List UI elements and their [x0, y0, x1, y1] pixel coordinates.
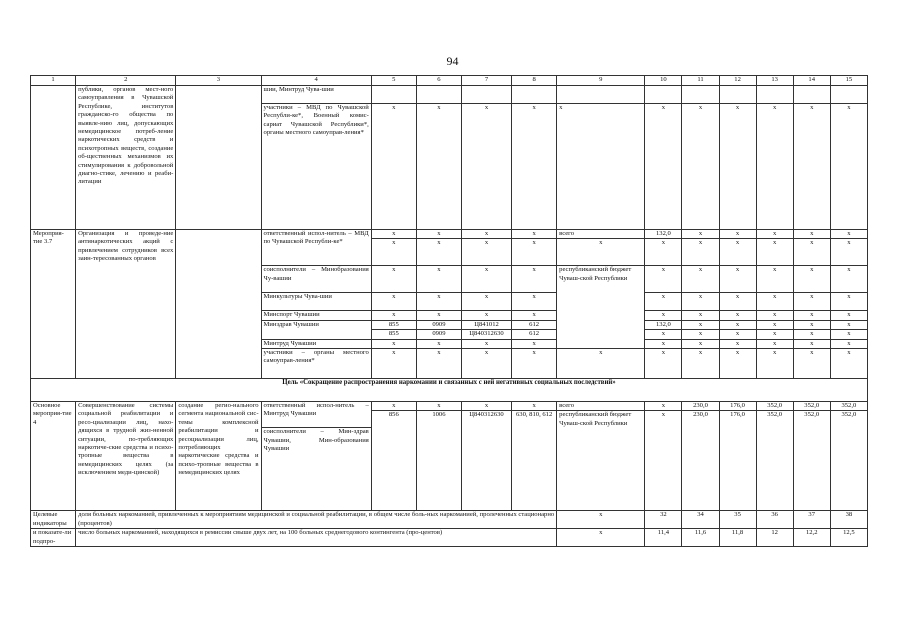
- value-cell: Ц840312630: [461, 411, 511, 511]
- value-cell: х: [793, 266, 830, 293]
- value-cell: х: [512, 311, 557, 320]
- value-cell: х: [512, 230, 557, 239]
- value-cell: х: [557, 529, 645, 547]
- value-cell: х: [682, 239, 719, 266]
- value-cell: 1006: [416, 411, 461, 511]
- value-cell: х: [719, 311, 756, 320]
- table-row: [31, 86, 868, 104]
- value-cell: х: [557, 104, 645, 230]
- value-cell: х: [756, 349, 793, 379]
- value-cell: х: [719, 266, 756, 293]
- col-header: 12: [719, 76, 756, 86]
- value-cell: х: [830, 266, 867, 293]
- value-cell: х: [371, 239, 416, 266]
- value-cell: х: [756, 320, 793, 329]
- value-cell: х: [416, 104, 461, 230]
- value-cell: 132,0: [645, 230, 682, 239]
- value-cell: х: [645, 104, 682, 230]
- value-cell: х: [719, 293, 756, 311]
- value-cell: х: [682, 311, 719, 320]
- indicator-text: доля больных наркоманией, привлеченных к мероприятиям медицинской и социальной реабилитации, в общем числе боль-ных наркоманией, пролеченных стационарно (процентов): [76, 511, 557, 529]
- executor-cell: участники – МВД по Чувашской Республи-ке*, Военный комис-сариат Чувашской Республики*, органы местного самоуправ-ления*: [261, 104, 371, 230]
- value-cell: х: [830, 311, 867, 320]
- executor-cell: соисполнители – Мин-здрав Чувашии, Мин-образования Чувашии: [261, 428, 371, 511]
- header-row: [31, 76, 868, 86]
- value-cell: 855: [371, 330, 416, 339]
- value-cell: 352,0: [830, 411, 867, 511]
- col-header: 1: [31, 76, 76, 86]
- value-cell: Ц840312630: [461, 330, 511, 339]
- value-cell: х: [682, 330, 719, 339]
- value-cell: 35: [719, 511, 756, 529]
- value-cell: 352,0: [793, 402, 830, 411]
- value-cell: х: [682, 104, 719, 230]
- value-cell: х: [371, 349, 416, 379]
- executor-cell: ответственный испол-нитель – МВД по Чувашской Республи-ке*: [261, 230, 371, 266]
- value-cell: 352,0: [793, 411, 830, 511]
- value-cell: 612: [512, 320, 557, 329]
- value-cell: х: [416, 311, 461, 320]
- value-cell: х: [719, 230, 756, 239]
- cell-empty: [31, 86, 76, 230]
- value-cell: х: [830, 339, 867, 348]
- value-cell: х: [416, 339, 461, 348]
- value-cell: 12,2: [793, 529, 830, 547]
- table-row: [31, 529, 868, 547]
- value-cell: х: [682, 266, 719, 293]
- executor-cell: Минкультуры Чува-шии: [261, 293, 371, 311]
- value-cell: х: [682, 339, 719, 348]
- value-cell: х: [461, 402, 511, 411]
- executor-cell: шии, Минтруд Чува-шии: [261, 86, 371, 104]
- value-cell: х: [719, 339, 756, 348]
- value-cell: х: [682, 230, 719, 239]
- indicator-text: число больных наркоманией, находящихся в ремиссии свыше двух лет, на 100 больных среднегодового контингента (про-центов): [76, 529, 557, 547]
- value-cell: х: [793, 293, 830, 311]
- measure-result: создание регио-нального сегмента национальной сис-темы комплексной реабилитации и ресоциализации лиц, потребляющих наркотические средства и психо-тропные вещества в немедицинских целях: [176, 402, 261, 511]
- value-cell: 11,8: [719, 529, 756, 547]
- value-cell: х: [793, 104, 830, 230]
- value-cell: х: [371, 230, 416, 239]
- col-header: 15: [830, 76, 867, 86]
- value-cell: х: [416, 230, 461, 239]
- col-header: 14: [793, 76, 830, 86]
- value-cell: х: [645, 293, 682, 311]
- value-cell: х: [756, 339, 793, 348]
- value-cell: 36: [756, 511, 793, 529]
- col-header: 6: [416, 76, 461, 86]
- measure-description: Организация и проведе-ние антинаркотических акций с привлечением сотрудников всех заин-тересованных органов: [76, 230, 176, 379]
- value-cell: х: [461, 349, 511, 379]
- value-cell: х: [719, 320, 756, 329]
- value-cell: х: [793, 339, 830, 348]
- measure-description: Совершенствование системы социальной реабилитации и ресо-циализации лиц, нахо-дящихся в трудной жиз-ненной ситуации, по-требляющих наркотиче-ские средства и психо-тропные вещества в немедицинских целях (за исключением меди-цинской): [76, 402, 176, 511]
- measure-number: Основное мероприя-тие 4: [31, 402, 76, 511]
- value-cell: 176,0: [719, 402, 756, 411]
- col-header: 3: [176, 76, 261, 86]
- funding-source: республиканский бюджет Чуваш-ской Республики: [557, 266, 645, 349]
- value-cell: х: [682, 320, 719, 329]
- value-cell: 12: [756, 529, 793, 547]
- value-cell: 352,0: [830, 402, 867, 411]
- value-cell: х: [557, 239, 645, 266]
- value-cell: х: [416, 266, 461, 293]
- value-cell: х: [645, 339, 682, 348]
- program-table: [30, 75, 868, 547]
- executor-cell: Минздрав Чувашии: [261, 320, 371, 339]
- goal-row: [31, 379, 868, 402]
- value-cell: 230,0: [682, 402, 719, 411]
- value-cell: х: [756, 104, 793, 230]
- value-cell: х: [371, 402, 416, 411]
- value-cell: х: [830, 320, 867, 329]
- value-cell: 176,0: [719, 411, 756, 511]
- value-cell: 352,0: [756, 411, 793, 511]
- value-cell: х: [793, 330, 830, 339]
- value-cell: х: [645, 330, 682, 339]
- value-cell: х: [793, 311, 830, 320]
- value-cell: х: [830, 293, 867, 311]
- value-cell: 352,0: [756, 402, 793, 411]
- value-cell: х: [371, 293, 416, 311]
- value-cell: х: [756, 239, 793, 266]
- value-cell: х: [371, 266, 416, 293]
- indicators-label: Целевые индикаторы: [31, 511, 76, 529]
- value-cell: 12,5: [830, 529, 867, 547]
- funding-source: всего: [557, 402, 645, 411]
- value-cell: х: [756, 266, 793, 293]
- value-cell: х: [756, 293, 793, 311]
- executor-cell: Минтруд Чувашии: [261, 339, 371, 348]
- value-cell: х: [830, 104, 867, 230]
- col-header: 2: [76, 76, 176, 86]
- value-cell: х: [830, 349, 867, 379]
- value-cell: х: [461, 104, 511, 230]
- value-cell: х: [416, 239, 461, 266]
- value-cell: 132,0: [645, 320, 682, 329]
- value-cell: х: [512, 266, 557, 293]
- value-cell: х: [645, 402, 682, 411]
- col-header: 11: [682, 76, 719, 86]
- value-cell: х: [512, 104, 557, 230]
- executor-cell: ответственный испол-нитель – Минтруд Чувашии: [261, 402, 371, 428]
- value-cell: х: [461, 293, 511, 311]
- value-cell: 0909: [416, 320, 461, 329]
- value-cell: х: [645, 411, 682, 511]
- col-header: 7: [461, 76, 511, 86]
- value-cell: х: [461, 230, 511, 239]
- value-cell: х: [416, 349, 461, 379]
- value-cell: х: [682, 293, 719, 311]
- value-cell: х: [416, 293, 461, 311]
- value-cell: 855: [371, 320, 416, 329]
- value-cell: х: [645, 239, 682, 266]
- value-cell: х: [461, 266, 511, 293]
- value-cell: х: [461, 311, 511, 320]
- value-cell: 34: [682, 511, 719, 529]
- value-cell: 32: [645, 511, 682, 529]
- value-cell: х: [416, 402, 461, 411]
- value-cell: х: [512, 349, 557, 379]
- value-cell: х: [461, 339, 511, 348]
- col-header: 5: [371, 76, 416, 86]
- value-cell: х: [557, 511, 645, 529]
- executor-cell: соисполнители – Минобразования Чу-вашии: [261, 266, 371, 293]
- value-cell: х: [793, 320, 830, 329]
- value-cell: х: [719, 330, 756, 339]
- value-cell: 230,0: [682, 411, 719, 511]
- value-cell: 856: [371, 411, 416, 511]
- value-cell: х: [645, 349, 682, 379]
- table-row: [31, 230, 868, 239]
- value-cell: 612: [512, 330, 557, 339]
- value-cell: х: [756, 311, 793, 320]
- funding-source: республиканский бюджет Чуваш-ской Республики: [557, 411, 645, 511]
- value-cell: х: [756, 230, 793, 239]
- value-cell: х: [461, 239, 511, 266]
- value-cell: х: [830, 230, 867, 239]
- value-cell: х: [682, 349, 719, 379]
- value-cell: 38: [830, 511, 867, 529]
- value-cell: х: [719, 349, 756, 379]
- value-cell: х: [645, 266, 682, 293]
- cell-empty: [176, 86, 261, 230]
- measure-number: Мероприя-тие 3.7: [31, 230, 76, 379]
- value-cell: х: [830, 239, 867, 266]
- col-header: 9: [557, 76, 645, 86]
- table-row: [31, 402, 868, 411]
- value-cell: Ц841012: [461, 320, 511, 329]
- col-header: 8: [512, 76, 557, 86]
- value-cell: 0909: [416, 330, 461, 339]
- value-cell: х: [645, 311, 682, 320]
- value-cell: х: [557, 349, 645, 379]
- indicators-label: и показате-ли подпро-: [31, 529, 76, 547]
- col-header: 10: [645, 76, 682, 86]
- value-cell: х: [512, 239, 557, 266]
- value-cell: х: [512, 402, 557, 411]
- value-cell: 11,4: [645, 529, 682, 547]
- value-cell: х: [719, 104, 756, 230]
- value-cell: 11,6: [682, 529, 719, 547]
- value-cell: х: [793, 239, 830, 266]
- goal-heading: Цель «Сокращение распространения наркомании и связанных с ней негативных социальных последствий»: [31, 379, 868, 402]
- page-number: 94: [446, 54, 459, 68]
- cell-empty: [176, 230, 261, 379]
- executor-cell: участники – органы местного самоуправ-ления*: [261, 349, 371, 379]
- value-cell: 37: [793, 511, 830, 529]
- value-cell: х: [756, 330, 793, 339]
- value-cell: х: [793, 230, 830, 239]
- value-cell: х: [512, 293, 557, 311]
- value-cell: х: [371, 104, 416, 230]
- table-row: [31, 511, 868, 529]
- value-cell: х: [371, 311, 416, 320]
- funding-source: всего: [557, 230, 645, 239]
- value-cell: х: [830, 330, 867, 339]
- col-header: 4: [261, 76, 371, 86]
- executor-cell: Минспорт Чувашии: [261, 311, 371, 320]
- value-cell: х: [371, 339, 416, 348]
- value-cell: х: [512, 339, 557, 348]
- value-cell: х: [719, 239, 756, 266]
- value-cell: х: [793, 349, 830, 379]
- col-header: 13: [756, 76, 793, 86]
- value-cell: 630, 810, 612: [512, 411, 557, 511]
- measure-description: публики, органов мест-ного самоуправления в Чувашской Республике, институтов гражданско-го общества по выявле-нию лиц, допускающих немедицинское потреб-ление наркотических средств и психотропных веществ, создание об-щественных механизмов их стимулирования к добровольной диагно-стике, лечению и реаби-литации: [76, 86, 176, 230]
